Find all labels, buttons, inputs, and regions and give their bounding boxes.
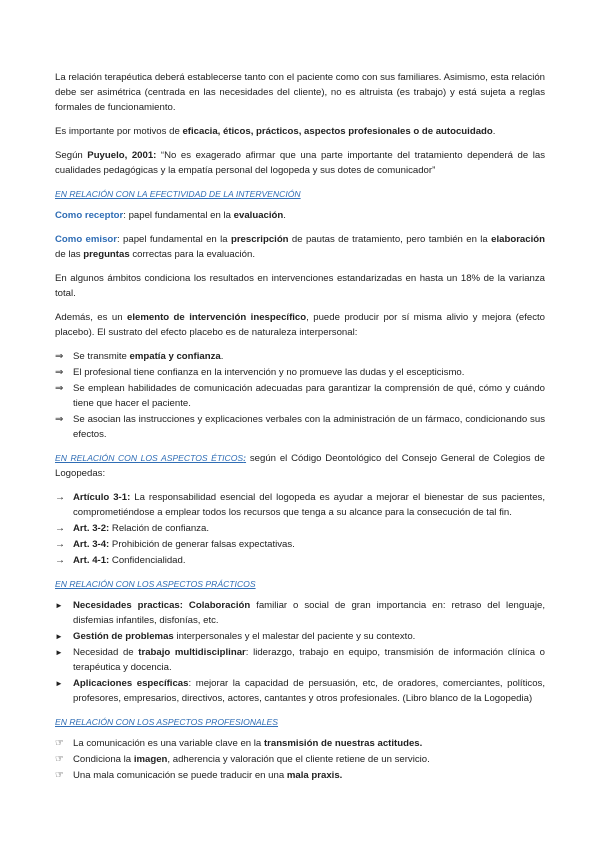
list-item: ⇒ El profesional tiene confianza en la intervención y no promueve las dudas y el escepticismo. (55, 367, 465, 378)
triangle-bullet-icon: ► (55, 601, 63, 610)
arrow-icon: → (55, 555, 65, 566)
list-item: ► Aplicaciones específicas: mejorar la capacidad de persuasión, etc, de oradores, comerciantes, políticos, profesores, empresarios, directivos, actores, cantantes y otros profesionales. (Libro blanco de la Logopedia) (55, 678, 545, 704)
list-item: → Artículo 3-1: La responsabilidad esencial del logopeda es ayudar a mejorar el bienestar de sus pacientes, comprometiéndose a emplear todos los recursos que tenga a su alcance para la consecución de tal fin. (55, 492, 545, 518)
arrow-icon: → (55, 539, 65, 550)
double-arrow-icon: ⇒ (55, 414, 64, 425)
list-item: ⇒ Se asocian las instrucciones y explicaciones verbales con la administración de un fármaco, condicionando sus efectos. (55, 414, 545, 440)
eticos-intro: EN RELACIÓN CON LOS ASPECTOS ÉTICOS: según el Código Deontológico del Consejo General de Colegios de Logopedas: (55, 453, 545, 479)
list-item: ☞ Condiciona la imagen, adherencia y valoración que el cliente retiene de un servicio. (55, 754, 430, 765)
pointing-hand-icon: ☞ (55, 770, 64, 781)
list-item: → Art. 3-2: Relación de confianza. (55, 523, 209, 534)
list-item: → Art. 4-1: Confidencialidad. (55, 555, 186, 566)
pointing-hand-icon: ☞ (55, 754, 64, 765)
list-item: ► Necesidad de trabajo multidisciplinar: liderazgo, trabajo en equipo, transmisión de información clínica o terapéutica y docencia. (55, 647, 545, 673)
emisor-paragraph: Como emisor: papel fundamental en la prescripción de pautas de tratamiento, pero también en la elaboración de las preguntas correctas para la evaluación. (55, 234, 545, 260)
section-heading-practicos: EN RELACIÓN CON LOS ASPECTOS PRÁCTICOS (55, 579, 256, 589)
motives-paragraph: Es importante por motivos de eficacia, éticos, prácticos, aspectos profesionales o de autocuidado. (55, 126, 496, 137)
practicos-list (55, 598, 545, 706)
double-arrow-icon: ⇒ (55, 367, 64, 378)
list-item: ► Gestión de problemas interpersonales y el malestar del paciente y su contexto. (55, 631, 416, 642)
list-item: ☞ Una mala comunicación se puede traducir en una mala praxis. (55, 770, 343, 781)
arrow-icon: → (55, 523, 65, 534)
list-item: → Art. 3-4: Prohibición de generar falsas expectativas. (55, 539, 295, 550)
section-heading-eticos: EN RELACIÓN CON LOS ASPECTOS ÉTICOS (55, 453, 244, 463)
profesionales-list (55, 736, 545, 783)
triangle-bullet-icon: ► (55, 679, 63, 688)
placebo-paragraph: Además, es un elemento de intervención inespecífico, puede producir por sí misma alivio y mejora (efecto placebo). El sustrato del efecto placebo es de naturaleza interpersonal: (55, 312, 545, 338)
double-arrow-icon: ⇒ (55, 383, 64, 394)
section-heading-profesionales: EN RELACIÓN CON LOS ASPECTOS PROFESIONALES (55, 717, 279, 727)
eticos-list (55, 490, 545, 568)
list-item: ⇒ Se transmite empatía y confianza. (55, 351, 224, 362)
triangle-bullet-icon: ► (55, 632, 63, 641)
intro-paragraph: La relación terapéutica deberá establecerse tanto con el paciente como con sus familiares. Asimismo, esta relación debe ser asimétrica (centrada en las necesidades del cliente), no es altruista (es trabajo) y está sujeta a reglas formales de funcionamiento. (55, 72, 545, 113)
list-item: ⇒ Se emplean habilidades de comunicación adecuadas para garantizar la comprensión de qué, cómo y cuándo tiene que hacer el paciente. (55, 383, 545, 409)
placebo-list (55, 349, 545, 442)
ambitos-paragraph: En algunos ámbitos condiciona los resultados en intervenciones estandarizadas en hasta un 18% de la varianza total. (55, 273, 545, 299)
pointing-hand-icon: ☞ (55, 738, 64, 749)
receptor-paragraph: Como receptor: papel fundamental en la evaluación. (55, 210, 286, 221)
list-item: ☞ La comunicación es una variable clave en la transmisión de nuestras actitudes. (55, 738, 423, 749)
section-heading-efectividad: EN RELACIÓN CON LA EFECTIVIDAD DE LA INTERVENCIÓN (55, 189, 301, 199)
triangle-bullet-icon: ► (55, 648, 63, 657)
puyuelo-quote: Según Puyuelo, 2001: “No es exagerado afirmar que una parte importante del tratamiento dependerá de las cualidades pedagógicas y la empatía personal del logopeda y sus dotes de comunicador” (55, 150, 545, 176)
list-item: ► Necesidades practicas: Colaboración familiar o social de gran importancia en: retraso del lenguaje, disfemias infantiles, disfonías, etc. (55, 600, 545, 626)
arrow-icon: → (55, 492, 65, 503)
double-arrow-icon: ⇒ (55, 351, 64, 362)
